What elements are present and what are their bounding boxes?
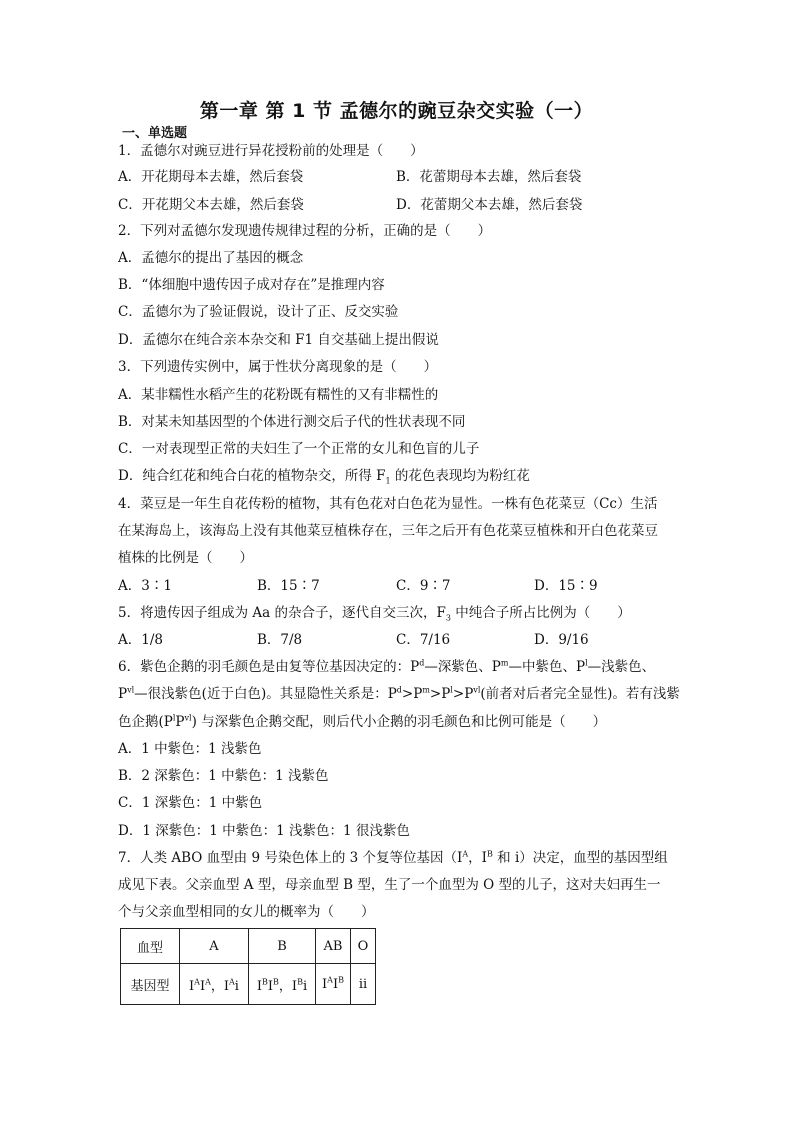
- question-7-stem-line-2: 成见下表。父亲血型 A 型，母亲血型 B 型，生了一个血型为 O 型的儿子，这对夫妇再生一: [118, 877, 661, 893]
- question-5-option-d: D．9/16: [534, 632, 589, 648]
- table-cell: $I^AI^A$，$I^Ai$: [180, 964, 249, 1005]
- question-1-option-a: A．开花期母本去雄，然后套袋: [118, 169, 304, 185]
- question-4-option-d: D．15∶9: [534, 578, 598, 594]
- question-4-option-c: C．9∶7: [396, 578, 451, 594]
- question-5-option-b: B．7/8: [257, 632, 303, 648]
- question-1-option-c: C．开花期父本去雄，然后套袋: [118, 197, 304, 213]
- question-5-option-a: A．1/8: [118, 632, 163, 648]
- question-3-option-a: A．某非糯性水稻产生的花粉既有糯性的又有非糯性的: [118, 387, 439, 403]
- question-1-stem: 1．孟德尔对豌豆进行异花授粉前的处理是（ ）: [118, 143, 424, 159]
- question-2-stem: 2．下列对孟德尔发现遗传规律过程的分析，正确的是（ ）: [118, 223, 492, 239]
- table-row-label: 基因型: [121, 964, 180, 1005]
- question-4-option-b: B．15∶7: [257, 578, 320, 594]
- question-5-option-c: C．7/16: [396, 632, 451, 648]
- question-1-option-b: B．花蕾期母本去雄，然后套袋: [396, 169, 582, 185]
- question-3-stem: 3．下列遗传实例中，属于性状分离现象的是（ ）: [118, 359, 438, 375]
- question-6-stem-line-2: $P^{vl}—$很浅紫色(近于白色)。其显隐性关系是：$P^d>P^m>P^l>P^{vl}$(前者对后者完全显性)。若有浅紫: [118, 685, 680, 702]
- table-header-cell: AB: [316, 929, 351, 964]
- question-6-option-b: B．2 深紫色：1 中紫色：1 浅紫色: [118, 768, 329, 784]
- table-header-cell: B: [249, 929, 316, 964]
- section-heading: 一、单选题: [122, 126, 188, 141]
- question-2-option-a: A．孟德尔的提出了基因的概念: [118, 250, 304, 266]
- question-3-option-b: B．对某未知基因型的个体进行测交后子代的性状表现不同: [118, 414, 466, 430]
- table-header-cell: 血型: [121, 929, 180, 964]
- question-2-option-b: B．“体细胞中遗传因子成对存在”是推理内容: [118, 277, 385, 293]
- question-7-stem-line-3: 个与父亲血型相同的女儿的概率为（ ）: [118, 904, 375, 920]
- table-header-cell: A: [180, 929, 249, 964]
- question-4-stem-line-3: 植株的比例是（ ）: [118, 550, 253, 566]
- question-4-stem-line-2: 在某海岛上，该海岛上没有其他菜豆植株存在，三年之后开有色花菜豆植株和开白色花菜豆: [118, 523, 658, 539]
- table-header-cell: O: [351, 929, 376, 964]
- blood-type-table: [120, 928, 376, 1005]
- question-7-stem-line-1: 7．人类 ABO 血型由 9 号染色体上的 3 个复等位基因（$I^A$，$I^B$ 和 i）决定，血型的基因型组: [118, 849, 668, 866]
- question-3-option-c: C．一对表现型正常的夫妇生了一个正常的女儿和色盲的儿子: [118, 441, 480, 457]
- question-6-option-a: A．1 中紫色：1 浅紫色: [118, 741, 262, 757]
- table-row: [121, 964, 376, 1005]
- question-2-option-d: D．孟德尔在纯合亲本杂交和 F1 自交基础上提出假说: [118, 332, 439, 348]
- table-cell: $I^AI^B$: [316, 964, 351, 1005]
- table-cell: ii: [351, 964, 376, 1005]
- question-4-option-a: A．3∶1: [118, 578, 172, 594]
- question-2-option-c: C．孟德尔为了验证假说，设计了正、反交实验: [118, 304, 399, 320]
- question-1-option-d: D．花蕾期父本去雄，然后套袋: [396, 197, 583, 213]
- question-5-stem: 5．将遗传因子组成为 Aa 的杂合子，逐代自交三次，$F_3$ 中纯合子所占比例为（ ）: [118, 605, 631, 623]
- question-6-stem-line-3: 色企鹅$(P^lP^{vl})$ 与深紫色企鹅交配，则后代小企鹅的羽毛颜色和比例可能是（ ）: [118, 713, 607, 730]
- table-cell: $I^BI^B$，$I^Bi$: [249, 964, 316, 1005]
- page-title: 第一章 第 1 节 孟德尔的豌豆杂交实验（一）: [199, 100, 594, 122]
- question-3-option-d: D．纯合红花和纯合白花的植物杂交，所得 $F_1$ 的花色表现均为粉红花: [118, 468, 530, 486]
- question-6-option-d: D．1 深紫色：1 中紫色：1 浅紫色：1 很浅紫色: [118, 823, 410, 839]
- question-6-stem-line-1: 6．紫色企鹅的羽毛颜色是由复等位基因决定的：$P^d—$深紫色、$P^m—$中紫色、$P^l—$浅紫色、: [118, 658, 656, 675]
- question-6-option-c: C．1 深紫色：1 中紫色: [118, 795, 263, 811]
- question-4-stem-line-1: 4．菜豆是一年生自花传粉的植物，其有色花对白色花为显性。一株有色花菜豆（Cc）生活: [118, 496, 658, 512]
- table-row: [121, 929, 376, 964]
